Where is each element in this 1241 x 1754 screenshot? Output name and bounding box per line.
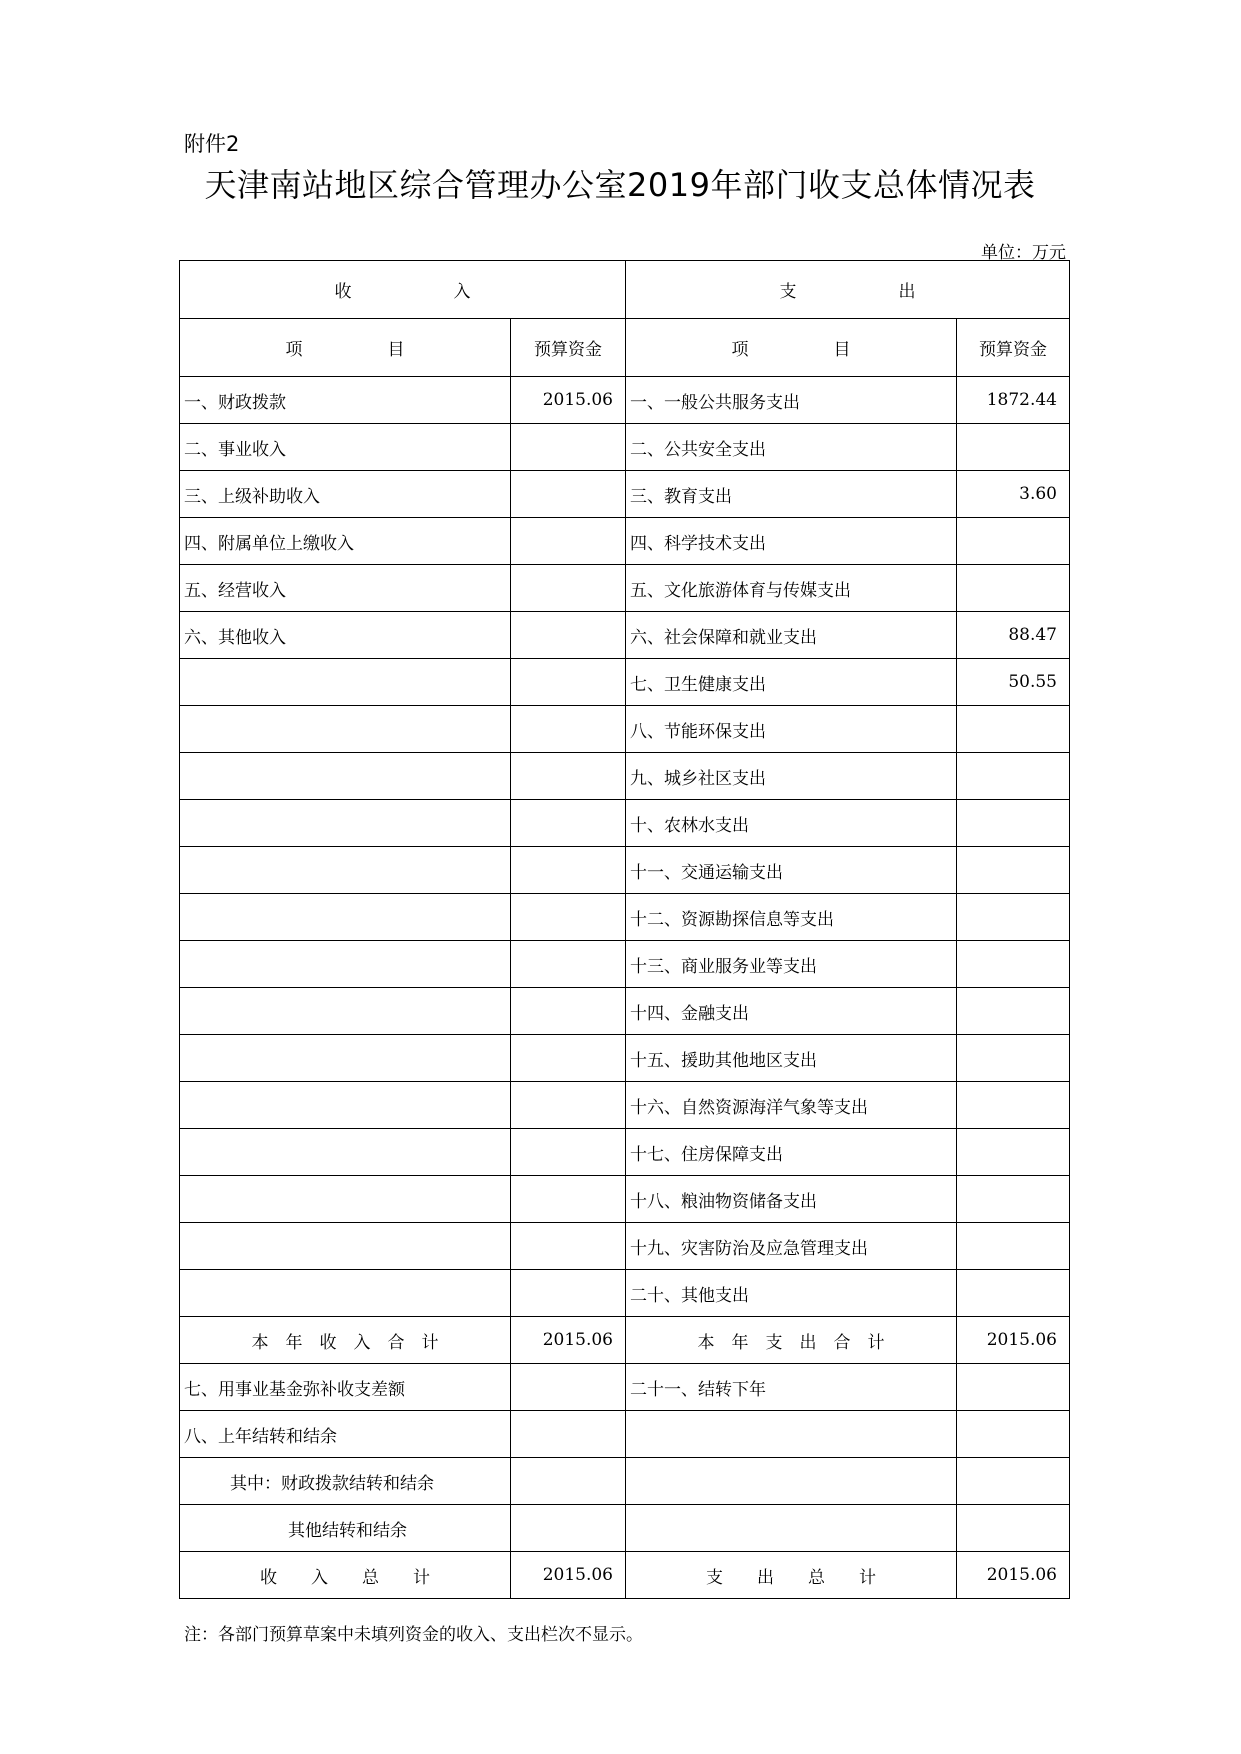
income-item-cell: 二、事业收入 bbox=[180, 424, 511, 471]
income-item-cell bbox=[180, 1082, 511, 1129]
expense-amount-cell bbox=[957, 847, 1070, 894]
header-row-columns bbox=[180, 319, 1070, 377]
expense-amount-cell bbox=[957, 1223, 1070, 1270]
table-row bbox=[180, 659, 1070, 706]
expense-amount-cell bbox=[957, 1129, 1070, 1176]
expense-item-cell: 三、教育支出 bbox=[626, 471, 957, 518]
expense-amount-cell: 50.55 bbox=[957, 659, 1070, 706]
table-row bbox=[180, 1505, 1070, 1552]
table-row bbox=[180, 1411, 1070, 1458]
expense-amount-cell bbox=[957, 424, 1070, 471]
expense-section-header: 支 出 bbox=[626, 261, 1070, 319]
expense-amount-cell bbox=[957, 941, 1070, 988]
expense-subtotal-amount: 2015.06 bbox=[957, 1317, 1070, 1364]
income-item-cell bbox=[180, 659, 511, 706]
table-row bbox=[180, 1223, 1070, 1270]
income-item-cell: 其中：财政拨款结转和结余 bbox=[180, 1458, 511, 1505]
income-item-cell: 四、附属单位上缴收入 bbox=[180, 518, 511, 565]
income-item-cell: 六、其他收入 bbox=[180, 612, 511, 659]
expense-item-cell: 十三、商业服务业等支出 bbox=[626, 941, 957, 988]
expense-amount-cell bbox=[957, 753, 1070, 800]
table-row bbox=[180, 1364, 1070, 1411]
income-amount-cell bbox=[511, 1458, 626, 1505]
table-row bbox=[180, 941, 1070, 988]
total-row bbox=[180, 1552, 1070, 1599]
income-amount-cell bbox=[511, 706, 626, 753]
table-row bbox=[180, 894, 1070, 941]
table-row bbox=[180, 706, 1070, 753]
income-item-cell: 其他结转和结余 bbox=[180, 1505, 511, 1552]
income-total-amount: 2015.06 bbox=[511, 1552, 626, 1599]
income-item-cell bbox=[180, 847, 511, 894]
expense-amount-cell: 3.60 bbox=[957, 471, 1070, 518]
expense-budget-header: 预算资金 bbox=[957, 319, 1070, 377]
expense-item-header: 项 目 bbox=[626, 319, 957, 377]
table-row bbox=[180, 424, 1070, 471]
income-item-cell bbox=[180, 1176, 511, 1223]
income-item-cell bbox=[180, 1129, 511, 1176]
income-amount-cell bbox=[511, 1411, 626, 1458]
subtotal-row bbox=[180, 1317, 1070, 1364]
income-item-cell bbox=[180, 1035, 511, 1082]
expense-item-cell: 五、文化旅游体育与传媒支出 bbox=[626, 565, 957, 612]
table-row bbox=[180, 612, 1070, 659]
income-amount-cell bbox=[511, 894, 626, 941]
income-amount-cell bbox=[511, 1505, 626, 1552]
expense-amount-cell bbox=[957, 518, 1070, 565]
expense-item-cell: 四、科学技术支出 bbox=[626, 518, 957, 565]
income-amount-cell bbox=[511, 1129, 626, 1176]
income-item-cell: 八、上年结转和结余 bbox=[180, 1411, 511, 1458]
expense-subtotal-label: 本 年 支 出 合 计 bbox=[626, 1317, 957, 1364]
income-item-cell bbox=[180, 800, 511, 847]
expense-item-cell: 六、社会保障和就业支出 bbox=[626, 612, 957, 659]
table-row bbox=[180, 847, 1070, 894]
income-amount-cell bbox=[511, 1364, 626, 1411]
income-amount-cell bbox=[511, 800, 626, 847]
expense-item-cell: 十五、援助其他地区支出 bbox=[626, 1035, 957, 1082]
table-row bbox=[180, 1129, 1070, 1176]
table-row bbox=[180, 565, 1070, 612]
income-amount-cell bbox=[511, 1223, 626, 1270]
expense-item-cell: 十七、住房保障支出 bbox=[626, 1129, 957, 1176]
expense-item-cell: 十四、金融支出 bbox=[626, 988, 957, 1035]
expense-amount-cell bbox=[957, 1505, 1070, 1552]
income-amount-cell bbox=[511, 1082, 626, 1129]
expense-item-cell: 十二、资源勘探信息等支出 bbox=[626, 894, 957, 941]
income-section-header: 收 入 bbox=[180, 261, 626, 319]
income-item-cell bbox=[180, 1270, 511, 1317]
income-item-cell bbox=[180, 941, 511, 988]
table-row bbox=[180, 1458, 1070, 1505]
expense-total-label: 支 出 总 计 bbox=[626, 1552, 957, 1599]
income-amount-cell bbox=[511, 612, 626, 659]
income-item-cell: 五、经营收入 bbox=[180, 565, 511, 612]
expense-amount-cell bbox=[957, 1458, 1070, 1505]
footnote: 注：各部门预算草案中未填列资金的收入、支出栏次不显示。 bbox=[184, 1625, 643, 1645]
income-item-cell: 三、上级补助收入 bbox=[180, 471, 511, 518]
expense-item-cell: 八、节能环保支出 bbox=[626, 706, 957, 753]
income-item-cell: 七、用事业基金弥补收支差额 bbox=[180, 1364, 511, 1411]
income-amount-cell: 2015.06 bbox=[511, 377, 626, 424]
income-subtotal-label: 本 年 收 入 合 计 bbox=[180, 1317, 511, 1364]
income-item-cell bbox=[180, 1223, 511, 1270]
income-amount-cell bbox=[511, 424, 626, 471]
income-subtotal-amount: 2015.06 bbox=[511, 1317, 626, 1364]
table-row bbox=[180, 988, 1070, 1035]
budget-table bbox=[179, 260, 1070, 1599]
expense-item-cell: 二、公共安全支出 bbox=[626, 424, 957, 471]
income-amount-cell bbox=[511, 847, 626, 894]
expense-item-cell: 十九、灾害防治及应急管理支出 bbox=[626, 1223, 957, 1270]
expense-amount-cell bbox=[957, 1035, 1070, 1082]
expense-amount-cell bbox=[957, 1364, 1070, 1411]
income-amount-cell bbox=[511, 659, 626, 706]
expense-item-cell: 十、农林水支出 bbox=[626, 800, 957, 847]
table-row bbox=[180, 471, 1070, 518]
income-amount-cell bbox=[511, 941, 626, 988]
expense-amount-cell bbox=[957, 800, 1070, 847]
income-amount-cell bbox=[511, 753, 626, 800]
expense-amount-cell bbox=[957, 565, 1070, 612]
table-row bbox=[180, 1082, 1070, 1129]
table-row bbox=[180, 1176, 1070, 1223]
table-row bbox=[180, 800, 1070, 847]
expense-amount-cell bbox=[957, 1082, 1070, 1129]
income-total-label: 收 入 总 计 bbox=[180, 1552, 511, 1599]
table-row bbox=[180, 753, 1070, 800]
expense-amount-cell bbox=[957, 1270, 1070, 1317]
income-item-cell bbox=[180, 753, 511, 800]
expense-amount-cell bbox=[957, 988, 1070, 1035]
income-item-cell bbox=[180, 894, 511, 941]
income-amount-cell bbox=[511, 565, 626, 612]
expense-total-amount: 2015.06 bbox=[957, 1552, 1070, 1599]
expense-item-cell: 二十一、结转下年 bbox=[626, 1364, 957, 1411]
income-amount-cell bbox=[511, 1176, 626, 1223]
expense-item-cell: 十一、交通运输支出 bbox=[626, 847, 957, 894]
expense-item-cell: 十六、自然资源海洋气象等支出 bbox=[626, 1082, 957, 1129]
unit-label: 单位：万元 bbox=[981, 243, 1066, 263]
expense-item-cell: 九、城乡社区支出 bbox=[626, 753, 957, 800]
income-budget-header: 预算资金 bbox=[511, 319, 626, 377]
table-row bbox=[180, 377, 1070, 424]
expense-item-cell bbox=[626, 1505, 957, 1552]
income-amount-cell bbox=[511, 471, 626, 518]
income-amount-cell bbox=[511, 518, 626, 565]
expense-item-cell: 十八、粮油物资储备支出 bbox=[626, 1176, 957, 1223]
expense-item-cell: 二十、其他支出 bbox=[626, 1270, 957, 1317]
income-item-cell bbox=[180, 988, 511, 1035]
expense-item-cell bbox=[626, 1411, 957, 1458]
income-amount-cell bbox=[511, 1035, 626, 1082]
page-title: 天津南站地区综合管理办公室2019年部门收支总体情况表 bbox=[204, 166, 1036, 204]
income-item-header: 项 目 bbox=[180, 319, 511, 377]
table-row bbox=[180, 1035, 1070, 1082]
expense-amount-cell bbox=[957, 1176, 1070, 1223]
expense-amount-cell bbox=[957, 706, 1070, 753]
header-row-section bbox=[180, 261, 1070, 319]
expense-amount-cell: 1872.44 bbox=[957, 377, 1070, 424]
income-item-cell: 一、财政拨款 bbox=[180, 377, 511, 424]
income-item-cell bbox=[180, 706, 511, 753]
income-amount-cell bbox=[511, 1270, 626, 1317]
expense-item-cell: 七、卫生健康支出 bbox=[626, 659, 957, 706]
expense-amount-cell bbox=[957, 894, 1070, 941]
table-row bbox=[180, 518, 1070, 565]
expense-item-cell: 一、一般公共服务支出 bbox=[626, 377, 957, 424]
expense-item-cell bbox=[626, 1458, 957, 1505]
table-row bbox=[180, 1270, 1070, 1317]
expense-amount-cell bbox=[957, 1411, 1070, 1458]
attachment-label: 附件2 bbox=[184, 132, 240, 156]
income-amount-cell bbox=[511, 988, 626, 1035]
expense-amount-cell: 88.47 bbox=[957, 612, 1070, 659]
